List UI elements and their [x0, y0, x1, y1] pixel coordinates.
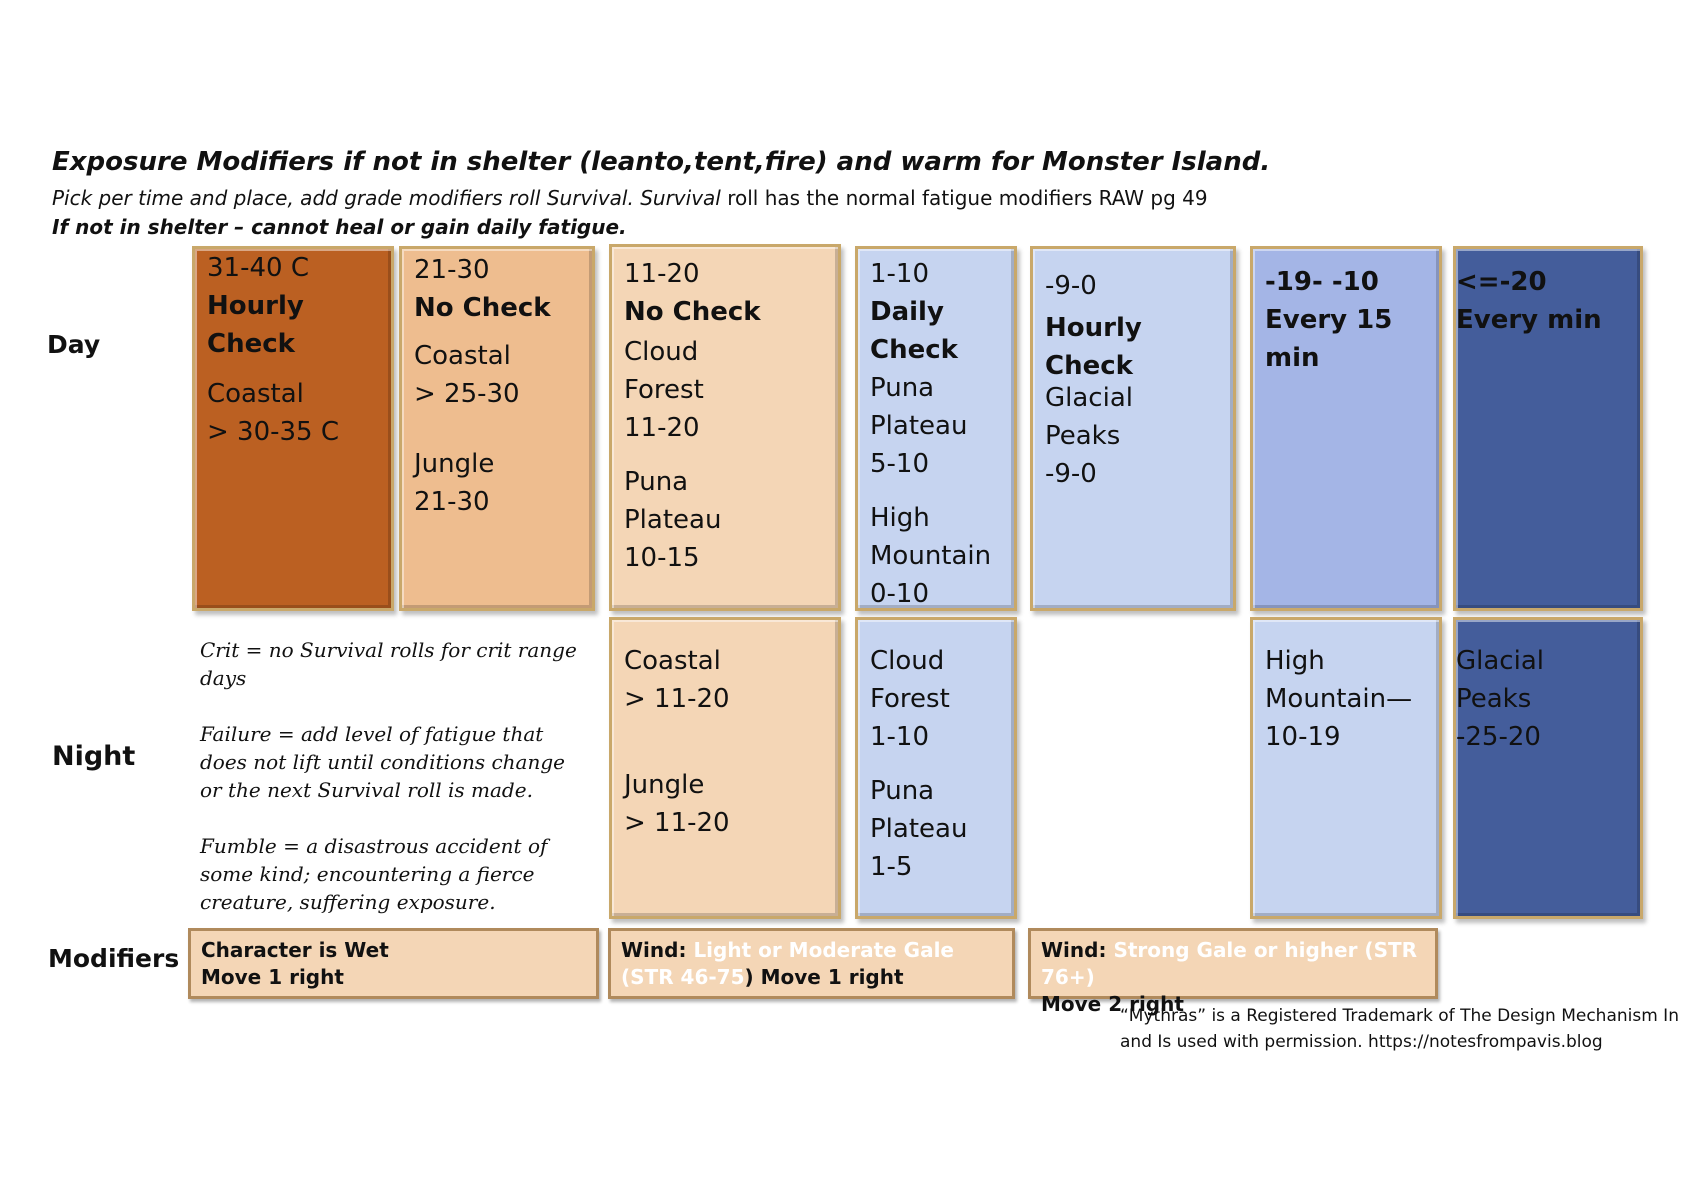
day-range: 1-10 — [870, 259, 930, 289]
night-cell-11-20 — [609, 617, 841, 919]
credit-line-1: “Mythras” is a Registered Trademark of The Design Mechanism In — [1120, 1006, 1679, 1026]
row-label-modifiers: Modifiers — [48, 944, 180, 973]
terrain: High — [870, 503, 930, 533]
night-cell-minus20 — [1453, 617, 1643, 919]
terrain: Forest — [870, 684, 950, 714]
roll-results-notes — [200, 636, 580, 944]
day-check: Hourly Check — [1045, 313, 1142, 381]
day-check: No Check — [624, 297, 761, 327]
modifier-strong-wind — [1028, 928, 1438, 1016]
day-range: <=-20 — [1456, 267, 1547, 297]
note-fumble: Fumble = a disastrous accident of some kind; encountering a fierce creature, suffering exposure. — [200, 834, 548, 914]
terrain: Plateau — [624, 505, 722, 535]
terrain: Plateau — [870, 814, 968, 844]
instructions-part-a: Pick per time and place, add grade modifiers roll Survival. — [52, 186, 641, 210]
day-check: Hourly Check — [207, 291, 304, 359]
shelter-warning: If not in shelter – cannot heal or gain daily fatigue. — [52, 215, 627, 239]
terrain-range: 1-5 — [870, 852, 913, 882]
day-cell-1-10 — [855, 246, 1017, 611]
terrain-range: 0-10 — [870, 579, 930, 609]
trademark-credit — [1120, 1003, 1679, 1055]
terrain: Cloud — [870, 646, 945, 676]
day-cell-minus19-minus10 — [1250, 246, 1442, 611]
day-range: -9-0 — [1045, 271, 1097, 301]
terrain: Jungle — [624, 770, 705, 800]
night-cell-1-10 — [855, 617, 1017, 919]
terrain: Mountain — [870, 541, 992, 571]
row-label-night: Night — [52, 741, 136, 772]
day-range: 11-20 — [624, 259, 700, 289]
modifier-label: Wind: — [621, 938, 694, 962]
terrain-range: -25-20 — [1456, 722, 1541, 752]
terrain: Forest — [624, 375, 704, 405]
day-cell-31-40 — [192, 246, 394, 611]
instructions — [52, 186, 1208, 210]
terrain: Peaks — [1456, 684, 1532, 714]
terrain: Mountain— — [1265, 684, 1413, 714]
day-check: Every min — [1456, 305, 1602, 335]
day-check: Every 15 min — [1265, 305, 1393, 373]
terrain-range: > 30-35 C — [207, 417, 340, 447]
day-range: 31-40 C — [207, 253, 309, 283]
credit-line-2: and Is used with permission. https://notesfrompavis.blog — [1120, 1032, 1603, 1052]
night-cell-minus19-minus10 — [1250, 617, 1442, 919]
terrain: High — [1265, 646, 1325, 676]
modifier-condition: Character is Wet — [201, 938, 389, 962]
terrain-range: > 11-20 — [624, 684, 730, 714]
day-check: No Check — [414, 293, 551, 323]
modifier-effect: ) Move 1 right — [744, 965, 904, 989]
terrain-range: 5-10 — [870, 449, 930, 479]
modifier-effect: Move 2 right — [1041, 992, 1184, 1016]
day-check: Daily Check — [870, 297, 958, 365]
day-cell-minus9-0 — [1030, 246, 1236, 611]
note-crit: Crit = no Survival rolls for crit range days — [200, 638, 577, 690]
modifier-label: Wind: — [1041, 938, 1114, 962]
terrain: Jungle — [414, 449, 495, 479]
note-failure: Failure = add level of fatigue that does not lift until conditions change or the next Survival roll is made. — [200, 722, 565, 802]
instructions-part-c: roll has the normal fatigue modifiers RAW pg 49 — [720, 186, 1208, 210]
day-range: 21-30 — [414, 255, 490, 285]
row-label-day: Day — [47, 330, 101, 359]
modifier-condition: Light or Moderate Gale (STR 46-75 — [621, 938, 954, 989]
terrain-range: 1-10 — [870, 722, 930, 752]
terrain: Cloud — [624, 337, 699, 367]
modifier-condition: Strong Gale or higher (STR 76+) — [1041, 938, 1418, 989]
terrain: Plateau — [870, 411, 968, 441]
day-cell-21-30 — [399, 246, 595, 611]
terrain-range: 10-19 — [1265, 722, 1341, 752]
terrain-range: 11-20 — [624, 413, 700, 443]
terrain: Peaks — [1045, 421, 1121, 451]
terrain: Glacial — [1456, 646, 1544, 676]
terrain-range: > 25-30 — [414, 379, 520, 409]
terrain: Puna — [870, 373, 935, 403]
terrain-range: > 11-20 — [624, 808, 730, 838]
modifier-moderate-wind — [608, 928, 1015, 999]
day-range: -19- -10 — [1265, 267, 1379, 297]
modifier-wet — [188, 928, 599, 999]
terrain: Puna — [870, 776, 935, 806]
day-cell-minus20 — [1453, 246, 1643, 611]
terrain: Glacial — [1045, 383, 1133, 413]
terrain-range: 21-30 — [414, 487, 490, 517]
instructions-part-b: Survival — [640, 186, 721, 210]
modifier-effect: Move 1 right — [201, 965, 344, 989]
page-title: Exposure Modifiers if not in shelter (leanto,tent,fire) and warm for Monster Island. — [52, 147, 1271, 177]
terrain: Coastal — [207, 379, 304, 409]
day-cell-11-20 — [609, 244, 841, 611]
terrain: Coastal — [624, 646, 721, 676]
terrain-range: 10-15 — [624, 543, 700, 573]
terrain-range: -9-0 — [1045, 459, 1097, 489]
terrain: Coastal — [414, 341, 511, 371]
terrain: Puna — [624, 467, 689, 497]
